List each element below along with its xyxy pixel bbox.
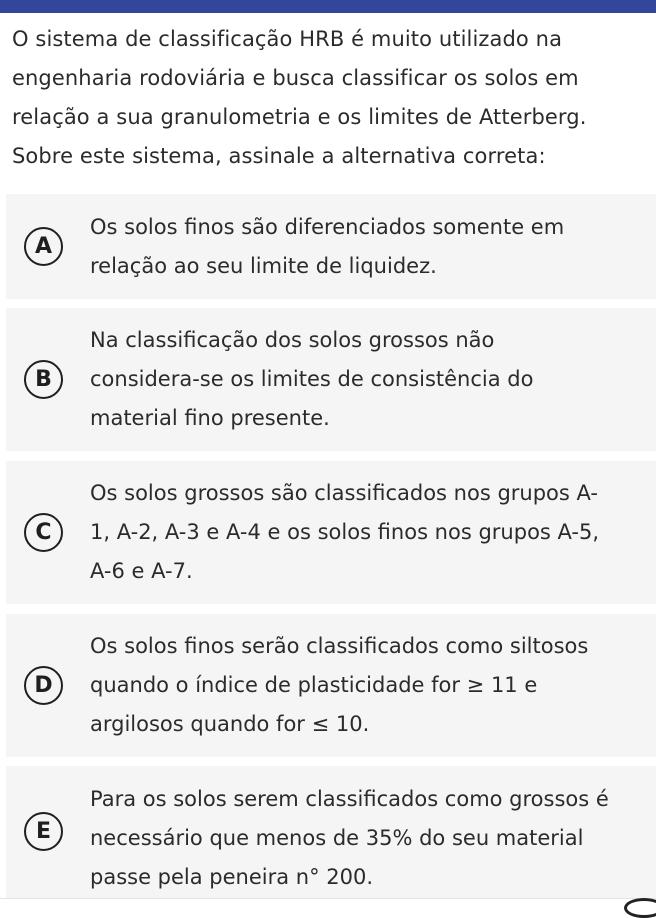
option-line: argilosos quando for ≤ 10. bbox=[90, 712, 370, 736]
question-line: engenharia rodoviária e busca classificar os solos em bbox=[12, 66, 579, 90]
option-b-text bbox=[90, 321, 652, 438]
option-line: Os solos grossos são classificados nos grupos A- bbox=[90, 481, 598, 505]
option-a-letter-badge: A bbox=[24, 227, 63, 266]
option-a-text bbox=[90, 208, 652, 286]
option-c-text bbox=[90, 474, 652, 591]
option-e-letter-badge: E bbox=[24, 812, 63, 851]
question-line: O sistema de classificação HRB é muito utilizado na bbox=[12, 27, 563, 51]
option-d[interactable] bbox=[6, 614, 656, 757]
option-line: material fino presente. bbox=[90, 406, 330, 430]
partial-circle-icon bbox=[624, 898, 656, 918]
option-line: Para os solos serem classificados como grossos é bbox=[90, 787, 609, 811]
option-line: 1, A-2, A-3 e A-4 e os solos finos nos grupos A-5, bbox=[90, 520, 600, 544]
option-line: Na classificação dos solos grossos não bbox=[90, 328, 495, 352]
bottom-divider bbox=[0, 898, 656, 899]
option-line: necessário que menos de 35% do seu material bbox=[90, 826, 584, 850]
option-c-letter-badge: C bbox=[24, 513, 63, 552]
question-line: relação a sua granulometria e os limites de Atterberg. bbox=[12, 105, 587, 129]
option-e[interactable] bbox=[6, 766, 656, 898]
question-line: Sobre este sistema, assinale a alternativa correta: bbox=[12, 144, 546, 168]
option-d-letter-badge: D bbox=[24, 666, 63, 705]
option-line: considera-se os limites de consistência do bbox=[90, 367, 534, 391]
option-a[interactable] bbox=[6, 194, 656, 299]
option-c[interactable] bbox=[6, 461, 656, 604]
header-bar bbox=[0, 0, 656, 13]
option-line: passe pela peneira n° 200. bbox=[90, 865, 374, 889]
option-b-letter-badge: B bbox=[24, 360, 63, 399]
option-d-text bbox=[90, 627, 652, 744]
option-line: Os solos finos são diferenciados somente em bbox=[90, 215, 565, 239]
option-b[interactable] bbox=[6, 308, 656, 451]
option-line: quando o índice de plasticidade for ≥ 11 e bbox=[90, 673, 538, 697]
option-line: A-6 e A-7. bbox=[90, 559, 193, 583]
option-line: relação ao seu limite de liquidez. bbox=[90, 254, 437, 278]
option-line: Os solos finos serão classificados como siltosos bbox=[90, 634, 589, 658]
option-e-text bbox=[90, 780, 652, 897]
question-text bbox=[12, 20, 632, 176]
